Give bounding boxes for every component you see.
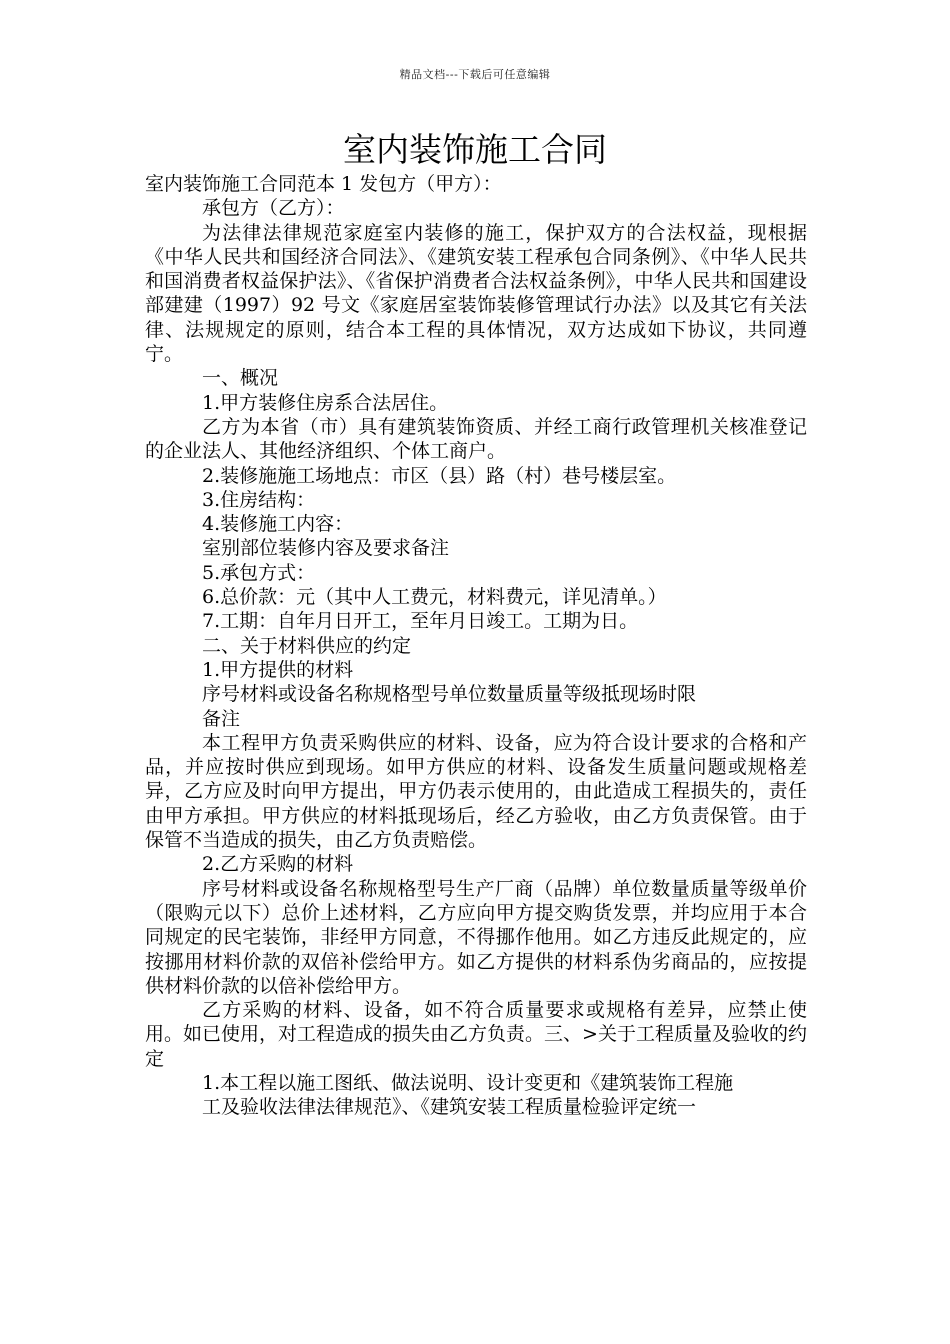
section-heading-materials: 二、关于材料供应的约定 [202,634,412,657]
paragraph-preamble: 为法律法律规范家庭室内装修的施工，保护双方的合法权益，现根据《中华人民共和国经济合同法》、《建筑安装工程承包合同条例》、《中华人民共和国消费者权益保护法》、《省保护消费者合法权益条例》，中华人民共和国建设部建建（1997）92 号文《家庭居室装饰装修管理试行办法》以及其它有关法律、法规规定的原则，结合本工程的具体情况，双方达成如下协议，共同遵宁。 [145,221,807,366]
paragraph-quality-standard-2: 工及验收法律法律规范》、《建筑安装工程质量检验评定统一 [202,1096,697,1119]
paragraph-item-2: 2.装修施施工场地点：市区（县）路（村）巷号楼层室。 [202,464,677,487]
paragraph-party-a-materials: 1.甲方提供的材料 [202,658,354,681]
paragraph-contractor-qualification: 乙方为本省（市）具有建筑装饰资质、并经工商行政管理机关核准登记的企业法人、其他经济组织、个体工商户。 [145,415,807,463]
section-heading-overview: 一、概况 [202,367,279,390]
paragraph-remarks: 备注 [202,707,241,730]
paragraph-party-b-supply-terms: 序号材料或设备名称规格型号生产厂商（品牌）单位数量质量等级单价（限购元以下）总价上述材料，乙方应向甲方提交购货发票，并均应用于本合同规定的民宅装饰，非经甲方同意，不得挪作他用。如乙方违反此规定的，应按挪用材料价款的双倍补偿给甲方。如乙方提供的材料系伪劣商品的，应按提供材料价款的以倍补偿给甲方。 [145,877,807,997]
paragraph-item-3: 3.住房结构： [202,488,316,511]
paragraph-contractor: 承包方（乙方）： [202,197,345,220]
paragraph-item-7: 7.工期：自年月日开工，至年月日竣工。工期为日。 [202,610,639,633]
paragraph-item-1: 1.甲方装修住房系合法居住。 [202,391,449,414]
paragraph-quality-standard-1: 1.本工程以施工图纸、做法说明、设计变更和《建筑装饰工程施 [202,1071,734,1094]
paragraph-item-6: 6.总价款：元（其中人工费元，材料费元，详见清单。） [202,586,667,609]
paragraph-quality-requirement: 乙方采购的材料、设备，如不符合质量要求或规格有差异，应禁止使用。如已使用，对工程造成的损失由乙方负责。三、>关于工程质量及验收的约定 [145,999,807,1070]
document-title: 室内装饰施工合同 [343,130,607,169]
paragraph-materials-table-header-a: 序号材料或设备名称规格型号单位数量质量等级抵现场时限 [202,683,697,706]
paragraph-contract-intro: 室内装饰施工合同范本 1 发包方（甲方）： [145,173,502,195]
paragraph-room-table-header: 室别部位装修内容及要求备注 [202,537,450,560]
paragraph-party-a-supply-terms: 本工程甲方负责采购供应的材料、设备，应为符合设计要求的合格和产品，并应按时供应到现场。如甲方供应的材料、设备发生质量问题或规格差异，乙方应及时向甲方提出，甲方仍表示使用的，由此造成工程损失的，责任由甲方承担。甲方供应的材料抵现场后，经乙方验收，由乙方负责保管。由于保管不当造成的损失，由乙方负责赔偿。 [145,731,807,852]
paragraph-party-b-materials: 2.乙方采购的材料 [202,853,354,876]
paragraph-item-5: 5.承包方式： [202,561,316,584]
page-header: 精品文档---下载后可任意编辑 [399,68,551,81]
document-body [145,172,807,1120]
paragraph-item-4: 4.装修施工内容： [202,513,354,536]
